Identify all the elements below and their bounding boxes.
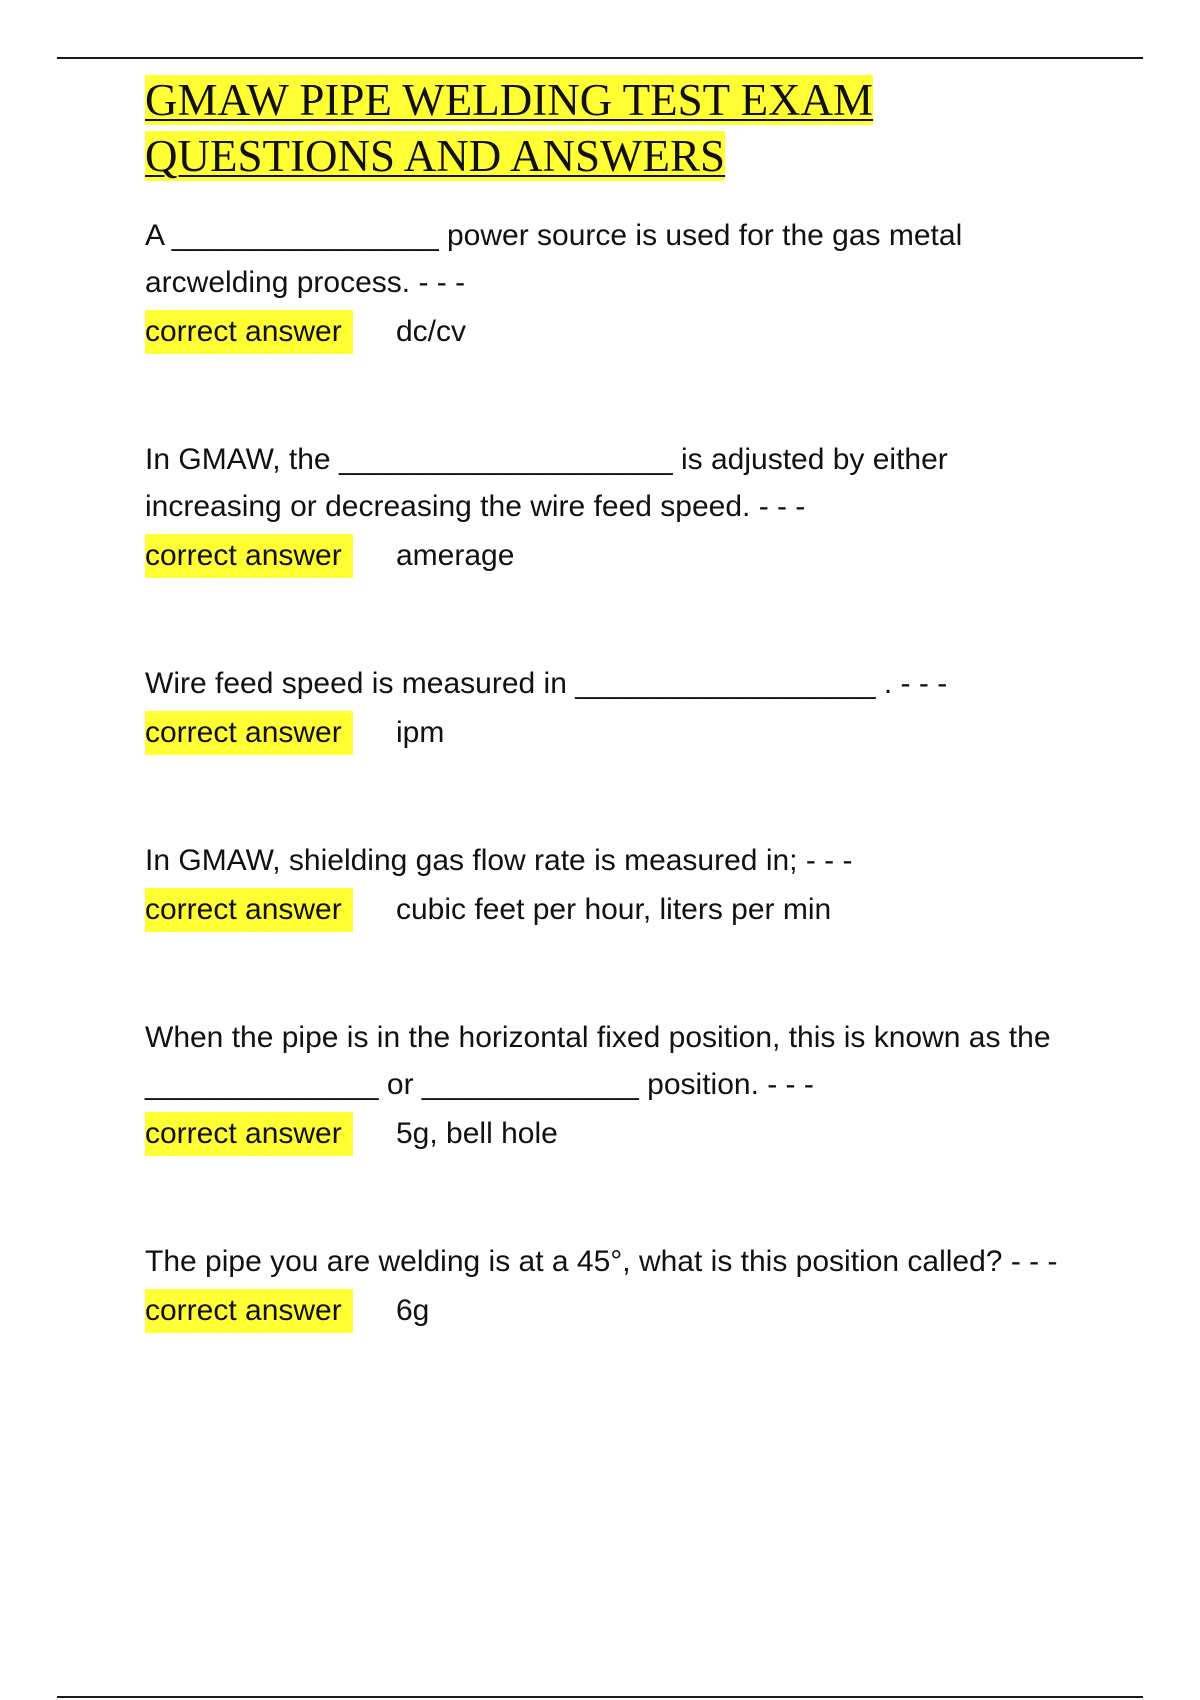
correct-answer-label: correct answer <box>145 1289 353 1333</box>
qa-item-5 <box>145 1014 1095 1158</box>
question-text: Wire feed speed is measured in __________________ . - - - <box>145 667 948 700</box>
answer-text: 5g, bell hole <box>396 1117 558 1150</box>
title-line-1: GMAW PIPE WELDING TEST EXAM <box>145 75 874 125</box>
answer-text: cubic feet per hour, liters per min <box>396 893 832 926</box>
qa-item-6 <box>145 1238 1095 1335</box>
top-rule <box>57 57 1143 59</box>
document-body <box>145 72 1095 1335</box>
answer-row <box>145 1110 1095 1158</box>
answer-row <box>145 308 1095 356</box>
title-line-2: QUESTIONS AND ANSWERS <box>145 131 726 181</box>
question-text: A ________________ power source is used for the gas metal arcwelding process. - - - <box>145 219 963 299</box>
bottom-rule <box>57 1696 1143 1698</box>
answer-text: amerage <box>396 539 515 572</box>
answer-row <box>145 1287 1095 1335</box>
correct-answer-label: correct answer <box>145 711 353 755</box>
correct-answer-label: correct answer <box>145 888 353 932</box>
qa-item-1 <box>145 212 1095 356</box>
answer-text: ipm <box>396 716 445 749</box>
answer-row <box>145 886 1095 934</box>
question-text: The pipe you are welding is at a 45°, what is this position called? - - - <box>145 1245 1058 1278</box>
qa-item-2 <box>145 436 1095 580</box>
correct-answer-label: correct answer <box>145 1112 353 1156</box>
correct-answer-label: correct answer <box>145 534 353 578</box>
qa-item-4 <box>145 837 1095 934</box>
qa-item-3 <box>145 660 1095 757</box>
answer-row <box>145 709 1095 757</box>
document-title <box>145 72 1095 184</box>
question-text: When the pipe is in the horizontal fixed position, this is known as the ______________ or _____________ position. - - - <box>145 1021 1051 1101</box>
question-text: In GMAW, the ____________________ is adjusted by either increasing or decreasing the wire feed speed. - - - <box>145 443 948 523</box>
correct-answer-label: correct answer <box>145 310 353 354</box>
question-text: In GMAW, shielding gas flow rate is measured in; - - - <box>145 844 853 877</box>
answer-text: 6g <box>396 1294 430 1327</box>
answer-row <box>145 532 1095 580</box>
answer-text: dc/cv <box>396 315 467 348</box>
